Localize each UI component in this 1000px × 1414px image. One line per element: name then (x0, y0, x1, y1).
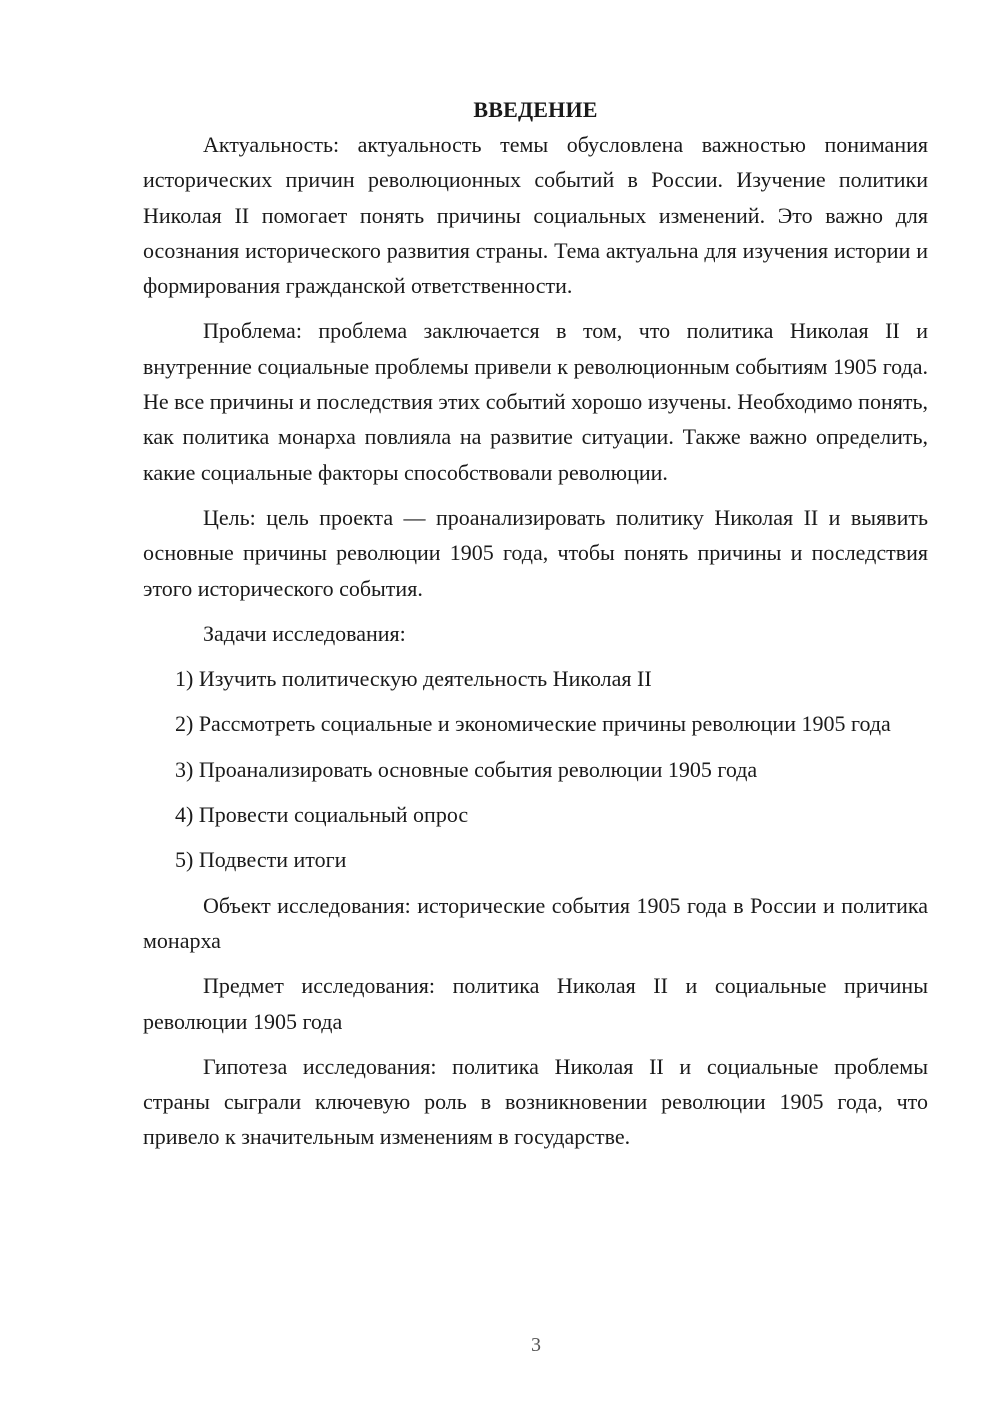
document-page (143, 92, 928, 1165)
list-item: 4) Провести социальный опрос (175, 802, 469, 828)
tasks-list (143, 661, 928, 877)
list-item: 2) Рассмотреть социальные и экономические причины революции 1905 года (175, 711, 891, 737)
paragraph-goal: Цель: цель проекта — проанализировать политику Николая II и выявить основные причины революции 1905 года, чтобы понять причины и последствия этого исторического события. (143, 504, 928, 601)
paragraph-hypothesis: Гипотеза исследования: политика Николая II и социальные проблемы страны сыграли ключевую роль в возникновении революции 1905 года, что привело к значительным изменениям в государстве. (143, 1053, 928, 1150)
paragraph-relevance: Актуальность: актуальность темы обусловлена важностью понимания исторических причин революционных событий в России. Изучение политики Николая II помогает понять причины социальных изменений. Это важно для осознания исторического развития страны. Тема актуальна для изучения истории и формирования гражданской ответственности. (143, 132, 928, 299)
list-item: 5) Подвести итоги (175, 847, 347, 873)
section-heading: ВВЕДЕНИЕ (473, 97, 598, 122)
paragraph-problem: Проблема: проблема заключается в том, что политика Николая II и внутренние социальные проблемы привели к революционным событиям 1905 года. Не все причины и последствия этих событий хорошо изучены. Необходимо понять, как политика монарха повлияла на развитие ситуации. Также важно определить, какие социальные факторы способствовали революции. (143, 318, 928, 485)
page-number: 3 (531, 1334, 541, 1356)
tasks-title: Задачи исследования: (203, 620, 406, 646)
paragraph-subject: Предмет исследования: политика Николая II и социальные причины революции 1905 года (143, 973, 928, 1034)
paragraph-object: Объект исследования: исторические события 1905 года в России и политика монарха (143, 892, 928, 953)
list-item: 1) Изучить политическую деятельность Николая II (175, 666, 652, 692)
list-item: 3) Проанализировать основные события революции 1905 года (175, 756, 758, 782)
